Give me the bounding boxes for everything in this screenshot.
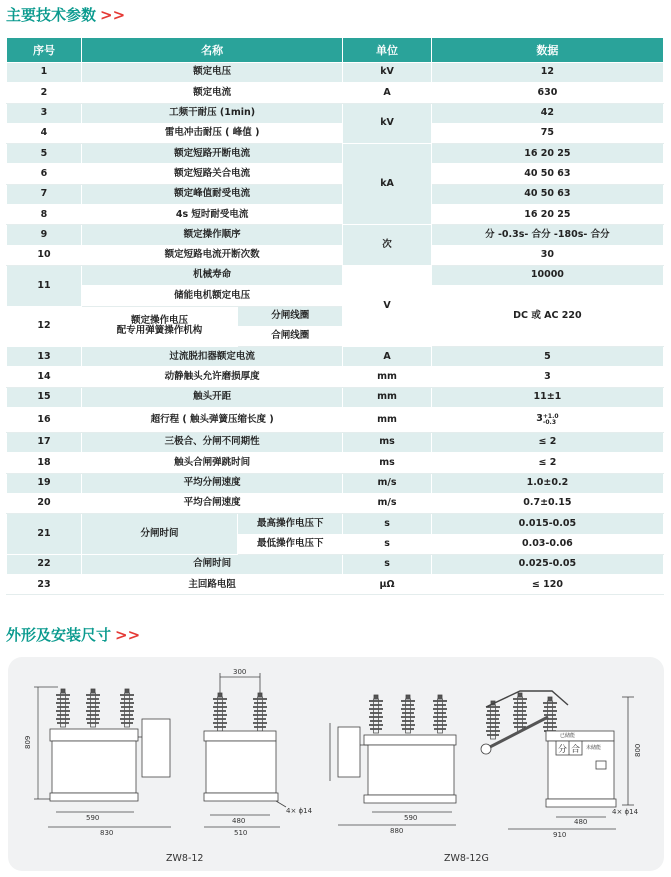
cell-name: 平均合闸速度 bbox=[81, 493, 342, 513]
table-row bbox=[7, 123, 664, 143]
cell-unit: 次 bbox=[343, 225, 432, 266]
cell-unit: ms bbox=[343, 433, 432, 453]
dimension-drawings-svg bbox=[8, 657, 664, 871]
cell-name: 超行程 ( 触头弹簧压缩长度 ) bbox=[81, 408, 342, 433]
dim-830: 830 bbox=[100, 829, 114, 837]
dim-800: 800 bbox=[634, 743, 642, 757]
cell-value: 0.7±0.15 bbox=[431, 493, 663, 513]
cell-no: 5 bbox=[7, 144, 82, 164]
cell-no: 15 bbox=[7, 387, 82, 407]
table-row bbox=[7, 493, 664, 513]
cell-name: 额定峰值耐受电流 bbox=[81, 184, 342, 204]
dim-hole-2: 4× ϕ14 bbox=[612, 808, 639, 816]
cell-no: 23 bbox=[7, 575, 82, 595]
cell-no: 3 bbox=[7, 103, 82, 123]
cell-no: 4 bbox=[7, 123, 82, 143]
dim-300: 300 bbox=[233, 668, 247, 676]
section-title-specs bbox=[6, 4, 125, 25]
dim-880: 880 bbox=[390, 827, 404, 835]
dim-590-b: 590 bbox=[404, 814, 418, 822]
cell-value: 40 50 63 bbox=[431, 164, 663, 184]
dim-809: 809 bbox=[24, 735, 32, 749]
cell-no: 9 bbox=[7, 225, 82, 245]
label-fen: 分 bbox=[558, 745, 568, 755]
cell-sub: 合闸线圈 bbox=[238, 326, 343, 346]
cell-no: 21 bbox=[7, 514, 82, 555]
cell-value: 3 bbox=[431, 367, 663, 387]
cell-name: 主回路电阻 bbox=[81, 575, 342, 595]
header-no: 序号 bbox=[7, 38, 82, 63]
cell-name: 触头开距 bbox=[81, 387, 342, 407]
cell-name: 分闸时间 bbox=[81, 514, 237, 555]
label-charged: 已储能 bbox=[560, 733, 576, 739]
table-row bbox=[7, 433, 664, 453]
table-row bbox=[7, 103, 664, 123]
model-label-zw8-12g: ZW8-12G bbox=[444, 853, 489, 864]
table-row bbox=[7, 286, 664, 306]
cell-unit: s bbox=[343, 554, 432, 574]
value-main: 3 bbox=[536, 413, 543, 425]
drawing-zw8-12-front bbox=[34, 687, 171, 827]
cell-sub: 分闸线圈 bbox=[238, 306, 343, 326]
cell-no: 16 bbox=[7, 408, 82, 433]
cell-unit: m/s bbox=[343, 473, 432, 493]
table-row bbox=[7, 83, 664, 103]
section-title-dimensions bbox=[6, 624, 140, 645]
cell-no: 22 bbox=[7, 554, 82, 574]
cell-value: ≤ 2 bbox=[431, 433, 663, 453]
table-row bbox=[7, 554, 664, 574]
cell-no: 14 bbox=[7, 367, 82, 387]
cell-value: DC 或 AC 220 bbox=[431, 286, 663, 347]
cell-unit: A bbox=[343, 83, 432, 103]
cell-value: 16 20 25 bbox=[431, 144, 663, 164]
tolerance-upper: +1.0 bbox=[542, 413, 559, 421]
table-row bbox=[7, 367, 664, 387]
cell-unit: ms bbox=[343, 453, 432, 473]
cell-value: 630 bbox=[431, 83, 663, 103]
cell-value: 0.025-0.05 bbox=[431, 554, 663, 574]
table-row bbox=[7, 225, 664, 245]
cell-value: 10000 bbox=[431, 265, 663, 285]
drawing-zw8-12-side bbox=[204, 673, 286, 827]
cell-value: 0.03-0.06 bbox=[431, 534, 663, 554]
cell-no: 13 bbox=[7, 347, 82, 367]
cell-unit: mm bbox=[343, 387, 432, 407]
table-row bbox=[7, 387, 664, 407]
table-row bbox=[7, 184, 664, 204]
drawing-zw8-12g-front bbox=[330, 695, 456, 825]
cell-no: 19 bbox=[7, 473, 82, 493]
cell-name: 过流脱扣器额定电流 bbox=[81, 347, 342, 367]
dim-hole-1: 4× ϕ14 bbox=[286, 807, 313, 815]
table-row bbox=[7, 408, 664, 433]
dimension-drawing-panel bbox=[8, 657, 664, 871]
cell-no: 8 bbox=[7, 205, 82, 225]
table-row bbox=[7, 164, 664, 184]
cell-unit: kV bbox=[343, 103, 432, 144]
cell-value bbox=[431, 408, 663, 433]
spec-table bbox=[6, 37, 664, 595]
cell-value: 分 -0.3s- 合分 -180s- 合分 bbox=[431, 225, 663, 245]
tolerance bbox=[543, 414, 559, 426]
chevron-right-icon: >> bbox=[100, 6, 126, 24]
cell-value: 11±1 bbox=[431, 387, 663, 407]
cell-value: 0.015-0.05 bbox=[431, 514, 663, 534]
table-row bbox=[7, 514, 664, 534]
cell-no: 11 bbox=[7, 265, 82, 306]
dim-910: 910 bbox=[553, 831, 567, 839]
cell-unit: kV bbox=[343, 63, 432, 83]
section-title-text: 主要技术参数 bbox=[6, 6, 97, 24]
cell-name: 机械寿命 bbox=[81, 265, 342, 285]
cell-no: 17 bbox=[7, 433, 82, 453]
cell-name: 三极合、分闸不同期性 bbox=[81, 433, 342, 453]
cell-name: 平均分闸速度 bbox=[81, 473, 342, 493]
cell-unit: s bbox=[343, 514, 432, 534]
section-title-text: 外形及安装尺寸 bbox=[6, 626, 112, 644]
cell-no: 7 bbox=[7, 184, 82, 204]
dim-480-b: 480 bbox=[574, 818, 588, 826]
cell-value: ≤ 120 bbox=[431, 575, 663, 595]
cell-no: 20 bbox=[7, 493, 82, 513]
header-value: 数据 bbox=[431, 38, 663, 63]
cell-unit: mm bbox=[343, 367, 432, 387]
table-row bbox=[7, 575, 664, 595]
cell-name: 额定短路开断电流 bbox=[81, 144, 342, 164]
table-row bbox=[7, 453, 664, 473]
table-row bbox=[7, 205, 664, 225]
cell-unit: μΩ bbox=[343, 575, 432, 595]
cell-name: 额定短路电流开断次数 bbox=[81, 245, 342, 265]
cell-value: 12 bbox=[431, 63, 663, 83]
cell-name: 储能电机额定电压 bbox=[81, 286, 342, 306]
table-row bbox=[7, 473, 664, 493]
cell-value: 40 50 63 bbox=[431, 184, 663, 204]
chevron-right-icon: >> bbox=[115, 626, 141, 644]
cell-name: 工频干耐压 (1min) bbox=[81, 103, 342, 123]
cell-value: ≤ 2 bbox=[431, 453, 663, 473]
cell-unit: mm bbox=[343, 408, 432, 433]
table-row bbox=[7, 265, 664, 285]
cell-value: 1.0±0.2 bbox=[431, 473, 663, 493]
cell-value: 42 bbox=[431, 103, 663, 123]
table-row bbox=[7, 63, 664, 83]
cell-name: 雷电冲击耐压 ( 峰值 ) bbox=[81, 123, 342, 143]
dim-590-a: 590 bbox=[86, 814, 100, 822]
cell-unit: kA bbox=[343, 144, 432, 225]
cell-name: 额定操作顺序 bbox=[81, 225, 342, 245]
cell-name: 额定电压 bbox=[81, 63, 342, 83]
cell-unit: A bbox=[343, 347, 432, 367]
label-uncharged: 未储能 bbox=[586, 745, 602, 751]
cell-sub: 最低操作电压下 bbox=[238, 534, 343, 554]
cell-no: 18 bbox=[7, 453, 82, 473]
cell-no: 10 bbox=[7, 245, 82, 265]
table-row bbox=[7, 347, 664, 367]
cell-no: 6 bbox=[7, 164, 82, 184]
cell-name: 动静触头允许磨损厚度 bbox=[81, 367, 342, 387]
model-label-zw8-12: ZW8-12 bbox=[166, 853, 204, 864]
cell-value: 30 bbox=[431, 245, 663, 265]
cell-name: 额定电流 bbox=[81, 83, 342, 103]
cell-unit: m/s bbox=[343, 493, 432, 513]
cell-name: 4s 短时耐受电流 bbox=[81, 205, 342, 225]
cell-name: 合闸时间 bbox=[81, 554, 342, 574]
cell-no: 12 bbox=[7, 306, 82, 347]
cell-value: 16 20 25 bbox=[431, 205, 663, 225]
header-name: 名称 bbox=[81, 38, 342, 63]
cell-name: 触头合闸弹跳时间 bbox=[81, 453, 342, 473]
cell-unit: s bbox=[343, 534, 432, 554]
cell-name: 额定短路关合电流 bbox=[81, 164, 342, 184]
table-row bbox=[7, 144, 664, 164]
header-unit: 单位 bbox=[343, 38, 432, 63]
cell-value: 5 bbox=[431, 347, 663, 367]
cell-sub: 最高操作电压下 bbox=[238, 514, 343, 534]
cell-no: 1 bbox=[7, 63, 82, 83]
dim-480-a: 480 bbox=[232, 817, 246, 825]
label-he: 合 bbox=[571, 745, 581, 755]
table-header-row bbox=[7, 38, 664, 63]
tolerance-lower: -0.3 bbox=[542, 419, 556, 427]
cell-no: 2 bbox=[7, 83, 82, 103]
dim-510: 510 bbox=[234, 829, 248, 837]
cell-name: 额定操作电压 配专用弹簧操作机构 bbox=[81, 306, 237, 347]
table-row bbox=[7, 245, 664, 265]
cell-value: 75 bbox=[431, 123, 663, 143]
cell-unit: V bbox=[343, 265, 432, 346]
